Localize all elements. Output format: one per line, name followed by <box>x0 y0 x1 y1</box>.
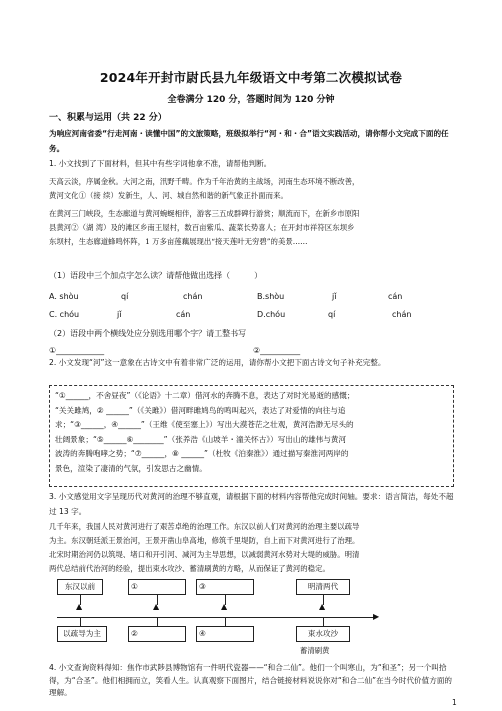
q2-fill-box <box>49 385 454 487</box>
box-line: 壮阔景象；“⑤______⑥________”（张养浩《山坡羊・潼关怀古》）写出山的雄伟与黄河 <box>55 434 347 444</box>
option-c-2: jǐ <box>117 310 122 319</box>
timeline-marker-3: ▲ <box>221 602 228 611</box>
option-d[interactable]: D.chóu <box>257 310 286 319</box>
option-c-3: cán <box>176 310 191 319</box>
exam-title: 2024年开封市尉氏县九年级语文中考第二次模拟试卷 <box>99 70 403 85</box>
option-a-2: qí <box>121 292 129 301</box>
q1-sub1: （1）语段中三个加点字怎么读？请帮他做出选择（ ） <box>49 271 263 280</box>
timeline-marker-4: ▲ <box>319 602 326 611</box>
q2-stem: 2. 小文发现“河”这一意象在古诗文中有着非常广泛的运用，请你帮小文把下面古诗文句子补充完整。 <box>49 358 386 367</box>
option-d-3: chán <box>392 310 412 319</box>
timeline-top-box-2[interactable]: ① <box>128 579 186 595</box>
section-heading: 一、积累与运用（共 22 分） <box>49 113 167 123</box>
q4-stem: 4. 小文查询资料得知：焦作市武陟县博物馆有一件明代瓷器——“和合二仙”。他们一个叫寒山，为“和圣”；另一个叫拾得，为“合圣”。他们相拥而立，笑看人生。认真观察下面图片，结合链接材料说说你对“和合二仙”在当今时代价值方面的理解。 <box>49 663 453 697</box>
passage-line: 几千年来，我国人民对黄河进行了艰苦卓绝的治理工作。东汉以前人们对黄河的治理主要以疏导 <box>49 522 360 531</box>
option-b-3: cán <box>388 292 403 301</box>
q3-passage <box>49 520 454 576</box>
passage-line: 北宋时期治河仍以筑堤、堵口和开引河、减河为主导思想，以减弱黄河水势对大堤的威胁。明清 <box>49 550 360 559</box>
option-b-2: jǐ <box>332 292 337 301</box>
exam-subtitle: 全卷满分 120 分，答题时间为 120 分钟 <box>167 95 335 105</box>
q1-stem: 1. 小文找到了下面材料，但其中有些字词他拿不准，请帮他判断。 <box>49 159 272 168</box>
option-b[interactable]: B.shòu <box>257 292 285 301</box>
option-d-2: qí <box>328 310 336 319</box>
timeline-axis <box>57 617 377 618</box>
answer-blank-2[interactable]: ②__________ <box>253 346 301 355</box>
q1-passage <box>49 175 454 249</box>
answer-blank-1[interactable]: ①____________ <box>49 346 105 355</box>
timeline-bottom-box-1: 以疏导为主 <box>57 626 107 642</box>
box-line: “①______，不舍昼夜”（《论语》十二章）借河水的奔腾不息，表达了对时光易逝的感慨； <box>55 391 355 400</box>
q1-sub2: （2）语段中两个横线处应分别选用哪个字？请工整书写 <box>49 329 247 338</box>
passage-line: 县黄河②（湖 湾）及的滩区乡南王屋村，数百亩紫瓜、蔬菜长势喜人；在开封市祥符区东坝乡 <box>49 223 355 232</box>
page-number: 1 <box>452 698 457 707</box>
box-line: 求；“③______，④______”（王维《使至塞上》）写出大漠苍茫之壮观，黄河浩渺无尽头的 <box>55 420 354 429</box>
passage-line: 东坝村，生态廊道蜂鸣怀阵，1 万多亩莲藕展现出“接天莲叶无穷碧”的美景…… <box>49 237 308 246</box>
timeline-arrow-icon: ▶ <box>373 612 380 621</box>
option-a[interactable]: A. shòu <box>49 292 79 301</box>
passage-line: 为主。东汉朝廷派王景治河，王景开凿山阜高地，修筑千里堤防，自上而下对黄河进行了治理。 <box>49 536 360 545</box>
timeline-bottom-box-3[interactable]: ④ <box>196 626 254 642</box>
timeline-bottom-box-4: 束水攻沙 <box>296 626 350 642</box>
timeline-top-box-1: 东汉以前 <box>57 579 103 595</box>
timeline-caption: 蓄清刷黄 <box>300 646 330 655</box>
box-line: “关关雎鸠，② ______”（《关雎》）借河畔雎鸠鸟的鸣叫起兴，表达了对爱情的向往与追 <box>55 405 346 415</box>
section-intro: 为响应河南省委“行走河南・读懂中国”的文旅策略，班级拟举行“河・和・合”语文实践活动，请你帮小文完成下面的任务。 <box>49 129 449 153</box>
option-c[interactable]: C. chóu <box>49 310 80 319</box>
timeline-top-box-3[interactable]: ③ <box>196 579 254 595</box>
q3-stem: 3. 小文感觉用文字呈现历代对黄河的治理不够直观，请根据下面的材料内容帮他完成时间轴。要求：语言简洁，每处不超过 13 字。 <box>49 492 454 516</box>
passage-line: 两代总结前代治河的经验，提出束水攻沙、蓄清刷黄的方略，从而保证了黄河的稳定。 <box>49 564 330 573</box>
passage-line: 黄河文化①（接 续）发新生，人、河、城自然和谐的新气象正扑面而来。 <box>49 191 288 200</box>
timeline-marker-2: ▲ <box>153 602 160 611</box>
passage-line: 天高云淡，序属金秋。大河之南，汛野千畴。作为千年治黄的主战场，河南生态环境不断改善， <box>49 177 360 186</box>
timeline-bottom-box-2[interactable]: ② <box>128 626 186 642</box>
option-a-3: chán <box>183 292 203 301</box>
timeline-marker-1: ▲ <box>76 602 83 611</box>
box-line: 波涛的奔腾咆哮之势；“⑦______，⑧ ______”（杜牧《泊秦淮》）通过描写秦淮河两岸的 <box>55 449 349 458</box>
box-line: 景色，渲染了凄清的气氛，引发思古之幽情。 <box>55 463 207 473</box>
passage-line: 在黄河三门峡段，生态廊道与黄河蜿蜒相伴，游客三五成群碑行游赏；顺流而下，在新乡市原阳 <box>49 209 360 218</box>
timeline-top-box-4: 明清两代 <box>296 579 350 595</box>
